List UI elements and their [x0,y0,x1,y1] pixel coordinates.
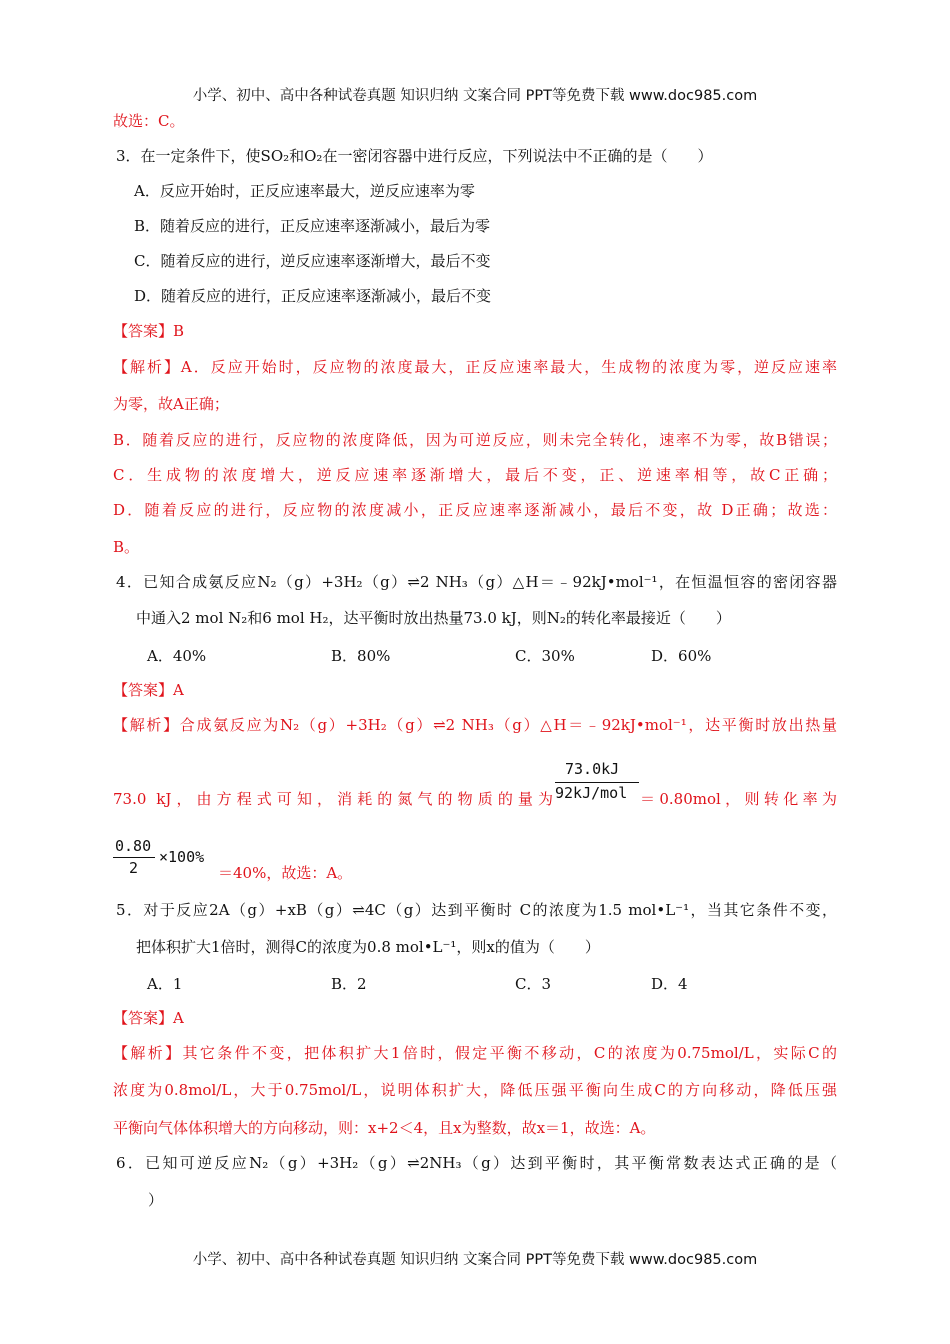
q3-answer [113,321,184,341]
q4-analysis-line-3: ＝40%，故选：A。 [218,864,353,882]
fraction-bar [113,857,155,858]
answer-tag: 【答案】 [113,1009,174,1027]
answer-value: A [173,1009,184,1027]
q3-analysis-line-5: D．随着反应的进行，反应物的浓度减小，正反应速率逐渐减小，最后不变，故 D正确；故选： [113,501,837,519]
fraction-numerator: 73.0kJ [565,760,620,778]
fraction-bar [555,782,639,783]
q4-stem-line-1: 4．已知合成氨反应N₂（g）+3H₂（g）⇌2 NH₃（g）△H＝﹣92kJ•mol⁻¹，在恒温恒容的密闭容器 [116,573,837,591]
q3-option-d: D．随着反应的进行，正反应速率逐渐减小，最后不变 [134,287,492,305]
page-footer: 小学、初中、高中各种试卷真题 知识归纳 文案合同 PPT等免费下载 www.doc985.com [192,1252,758,1268]
page-header: 小学、初中、高中各种试卷真题 知识归纳 文案合同 PPT等免费下载 www.doc985.com [192,88,758,104]
q5-option-d: D．4 [651,975,688,993]
fraction-denominator: 92kJ/mol [555,784,628,802]
analysis-text: 其它条件不变，把体积扩大1倍时，假定平衡不移动，C的浓度为0.75mol/L，实际C的 [182,1044,837,1062]
q3-analysis-line-3: B．随着反应的进行，反应物的浓度降低，因为可逆反应，则未完全转化，速率不为零，故B错误； [113,431,837,449]
q3-option-b: B．随着反应的进行，正反应速率逐渐减小，最后为零 [134,217,491,235]
q6-stem-line-2: ） [148,1191,164,1209]
q4-analysis-line-2b: ＝0.80mol，则转化率为 [640,790,837,808]
q4-stem-line-2: 中通入2 mol N₂和6 mol H₂，达平衡时放出热量73.0 kJ，则N₂的转化率最接近（ ） [136,609,731,627]
q4-analysis-line-1 [113,715,837,735]
q3-analysis-line-6: B。 [113,538,140,556]
analysis-tag: 【解析】 [113,716,180,734]
analysis-tag: 【解析】 [113,1044,183,1062]
q5-stem-line-1: 5．对于反应2A（g）+xB（g）⇌4C（g）达到平衡时 C的浓度为1.5 mol•L⁻¹，当其它条件不变， [116,901,837,919]
q5-analysis-line-1 [113,1043,837,1063]
answer-tag: 【答案】 [113,322,174,340]
answer-value: A [173,681,184,699]
q5-option-b: B．2 [331,975,367,993]
q6-stem-line-1: 6．已知可逆反应N₂（g）+3H₂（g）⇌2NH₃（g）达到平衡时，其平衡常数表达式正确的是（ [116,1154,837,1172]
analysis-text: A．反应开始时，反应物的浓度最大，正反应速率最大，生成物的浓度为零，逆反应速率 [180,358,837,376]
q3-analysis-line-4: C．生成物的浓度增大，逆反应速率逐渐增大，最后不变，正、逆速率相等，故C正确； [113,466,837,484]
analysis-tag: 【解析】 [113,358,181,376]
fraction-multiplier: ×100% [159,848,205,866]
fraction-numerator: 0.80 [115,837,152,855]
q4-answer [113,680,184,700]
q4-option-a: A．40% [147,647,207,665]
analysis-text: 合成氨反应为N₂（g）+3H₂（g）⇌2 NH₃（g）△H＝﹣92kJ•mol⁻¹，达平衡时放出热量 [179,716,837,734]
q3-stem: 3．在一定条件下，使SO₂和O₂在一密闭容器中进行反应，下列说法中不正确的是（ ） [116,147,713,165]
answer-tag: 【答案】 [113,681,174,699]
q5-option-a: A．1 [147,975,183,993]
q4-option-d: D．60% [651,647,712,665]
answer-value: B [173,322,185,340]
fraction-denominator: 2 [129,859,139,877]
q3-option-a: A．反应开始时，正反应速率最大，逆反应速率为零 [134,182,475,200]
q4-option-b: B．80% [331,647,391,665]
q4-analysis-line-2a: 73.0 kJ，由方程式可知，消耗的氮气的物质的量为 [113,790,553,808]
q3-option-c: C．随着反应的进行，逆反应速率逐渐增大，最后不变 [134,252,491,270]
q3-analysis-line-2: 为零，故A正确； [113,395,229,413]
q5-option-c: C．3 [515,975,552,993]
q5-analysis-line-2: 浓度为0.8mol/L，大于0.75mol/L，说明体积扩大，降低压强平衡向生成C的方向移动，降低压强 [113,1081,837,1099]
q5-analysis-line-3: 平衡向气体体积增大的方向移动，则：x+2＜4，且x为整数，故x＝1，故选：A。 [113,1119,656,1137]
prev-answer: 故选：C。 [113,112,185,130]
q5-stem-line-2: 把体积扩大1倍时，测得C的浓度为0.8 mol•L⁻¹，则x的值为（ ） [136,938,600,956]
q5-answer [113,1008,184,1028]
q4-option-c: C．30% [515,647,575,665]
q3-analysis-line-1 [113,357,837,377]
